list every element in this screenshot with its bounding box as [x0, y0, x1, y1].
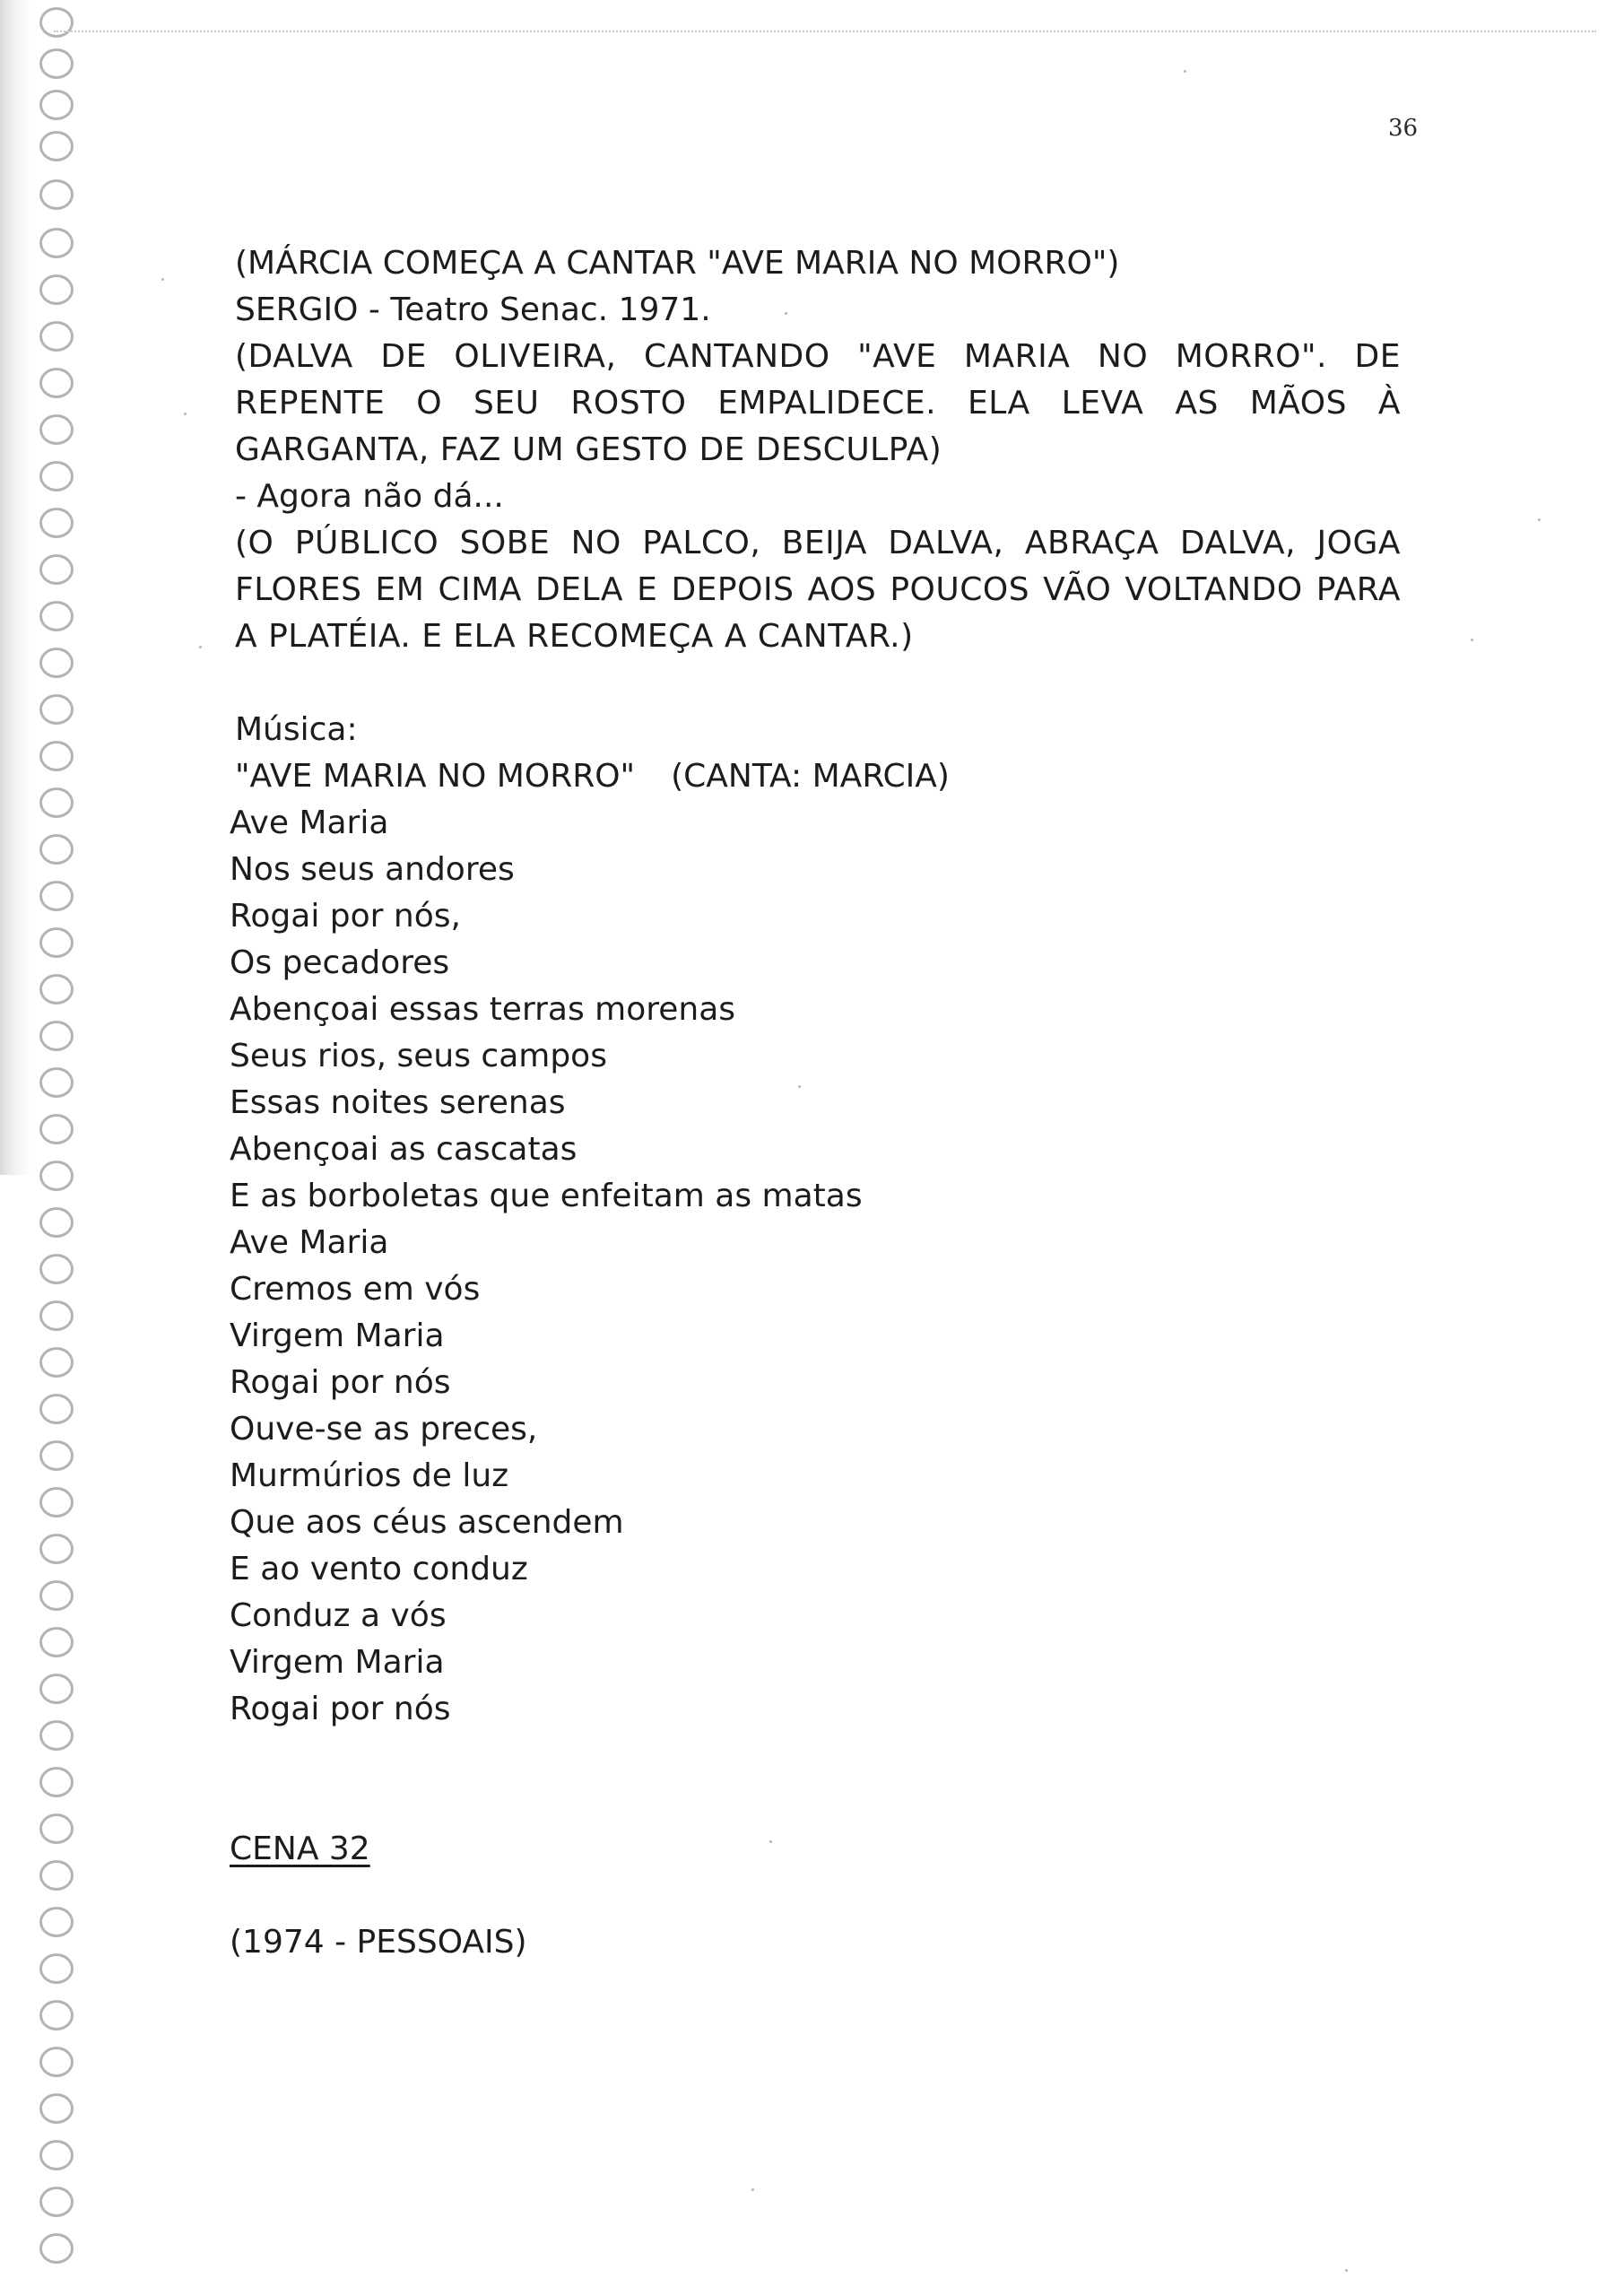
page-number: 36	[1388, 115, 1419, 142]
punch-hole-icon	[39, 368, 74, 398]
punch-hole-icon	[39, 131, 74, 161]
lyric-line: Essas noites serenas	[230, 1084, 566, 1121]
punch-hole-icon	[39, 7, 74, 38]
scan-speck	[1471, 639, 1473, 641]
punch-hole-icon	[39, 974, 74, 1004]
script-body	[230, 240, 1401, 1966]
punch-hole-icon	[39, 2047, 74, 2077]
punch-hole-icon	[39, 1534, 74, 1564]
punch-hole-icon	[39, 927, 74, 958]
punch-hole-icon	[39, 1347, 74, 1378]
punch-hole-icon	[39, 48, 74, 79]
punch-hole-icon	[39, 274, 74, 305]
lyric-line: Murmúrios de luz	[230, 1457, 509, 1494]
stage-direction-dalva: (DALVA DE OLIVEIRA, CANTANDO "AVE MARIA NO MORRO". DE REPENTE O SEU ROSTO EMPALIDECE. ELA LEVA AS MÃOS À GARGANTA, FAZ UM GESTO DE DESCULPA)	[235, 338, 1401, 468]
punch-hole-icon	[39, 90, 74, 120]
punch-hole-icon	[39, 1674, 74, 1704]
stage-direction-credit: SERGIO - Teatro Senac. 1971.	[235, 291, 711, 328]
spacer	[235, 1733, 1401, 1779]
punch-hole-icon	[39, 2233, 74, 2264]
punch-hole-icon	[39, 1580, 74, 1611]
punch-hole-icon	[39, 2187, 74, 2217]
lyric-line: E as borboletas que enfeitam as matas	[230, 1178, 863, 1214]
lyric-line: Cremos em vós	[230, 1271, 481, 1308]
lyric-line: Virgem Maria	[230, 1644, 445, 1681]
punch-hole-icon	[39, 1720, 74, 1751]
punch-hole-icon	[39, 741, 74, 771]
scan-speck	[161, 278, 164, 281]
lyric-line: Os pecadores	[230, 944, 450, 981]
punch-hole-icon	[39, 694, 74, 725]
lyric-line: Ouve-se as preces,	[230, 1411, 538, 1448]
punch-hole-icon	[39, 881, 74, 911]
punch-hole-icon	[39, 2000, 74, 2031]
lyric-line: Nos seus andores	[230, 851, 515, 888]
scan-speck	[751, 2188, 754, 2191]
punch-hole-icon	[39, 1487, 74, 1518]
punch-hole-icon	[39, 1860, 74, 1891]
punch-hole-icon	[39, 834, 74, 865]
punch-hole-icon	[39, 1114, 74, 1144]
punch-hole-icon	[39, 1394, 74, 1424]
scan-speck	[798, 1085, 801, 1088]
punch-hole-icon	[39, 1254, 74, 1284]
punch-hole-icon	[39, 414, 74, 445]
lyric-line: Abençoai essas terras morenas	[230, 991, 736, 1028]
punch-hole-icon	[39, 461, 74, 491]
spacer	[235, 660, 1401, 707]
scan-speck	[1184, 70, 1186, 73]
punch-hole-icon	[39, 648, 74, 678]
scan-speck	[769, 1840, 772, 1843]
lyric-line: Seus rios, seus campos	[230, 1038, 607, 1074]
binding-shadow	[0, 0, 32, 1175]
scan-speck	[1538, 518, 1541, 521]
stage-direction-audience: (O PÚBLICO SOBE NO PALCO, BEIJA DALVA, ABRAÇA DALVA, JOGA FLORES EM CIMA DELA E DEPOIS AOS POUCOS VÃO VOLTANDO PARA A PLATÉIA. E ELA RECOMEÇA A CANTAR.)	[235, 525, 1401, 655]
scene-title: CENA 32	[230, 1831, 370, 1867]
lyric-line: Ave Maria	[230, 1224, 389, 1261]
dialogue-line: - Agora não dá...	[235, 478, 504, 515]
scan-speck	[184, 413, 187, 415]
song-title-line	[235, 753, 1401, 800]
lyric-line: Conduz a vós	[230, 1597, 447, 1634]
spacer	[235, 1779, 1401, 1826]
punch-hole-icon	[39, 2140, 74, 2170]
punch-hole-icon	[39, 787, 74, 818]
punch-hole-icon	[39, 321, 74, 352]
punch-hole-icon	[39, 1161, 74, 1191]
scan-speck	[199, 646, 202, 648]
punch-hole-icon	[39, 1207, 74, 1238]
lyric-line: Ave Maria	[230, 804, 389, 841]
lyric-line: E ao vento conduz	[230, 1551, 528, 1587]
scene-title-row	[230, 1826, 1401, 1873]
punch-hole-icon	[39, 228, 74, 258]
lyrics	[230, 800, 1401, 1733]
lyric-line: Abençoai as cascatas	[230, 1131, 578, 1168]
lyric-line: Rogai por nós	[230, 1691, 451, 1727]
punch-hole-icon	[39, 1953, 74, 1984]
punch-hole-icon	[39, 2093, 74, 2124]
music-heading: Música:	[235, 711, 358, 748]
scan-speck	[1345, 2269, 1348, 2272]
punch-hole-icon	[39, 554, 74, 585]
scan-edge-rule	[54, 30, 1596, 32]
song-title: "AVE MARIA NO MORRO"	[235, 758, 636, 795]
punch-hole-icon	[39, 179, 74, 210]
lyric-line: Virgem Maria	[230, 1318, 445, 1354]
scene-subtitle: (1974 - PESSOAIS)	[230, 1924, 527, 1961]
lyric-line: Rogai por nós,	[230, 898, 461, 935]
punch-hole-icon	[39, 1627, 74, 1657]
punch-hole-icon	[39, 1067, 74, 1098]
spacer	[235, 1873, 1401, 1919]
lyric-line: Rogai por nós	[230, 1364, 451, 1401]
punch-hole-icon	[39, 601, 74, 631]
punch-hole-icon	[39, 1907, 74, 1937]
stage-direction-opening: (MÁRCIA COMEÇA A CANTAR "AVE MARIA NO MORRO")	[235, 245, 1120, 282]
punch-hole-icon	[39, 1021, 74, 1051]
punch-hole-icon	[39, 1440, 74, 1471]
punch-hole-icon	[39, 508, 74, 538]
punch-hole-icon	[39, 1813, 74, 1844]
punch-hole-icon	[39, 1300, 74, 1331]
binding-edge	[0, 0, 99, 2296]
singer-note: (CANTA: MARCIA)	[671, 758, 950, 795]
lyric-line: Que aos céus ascendem	[230, 1504, 624, 1541]
scan-speck	[785, 312, 787, 315]
punch-hole-icon	[39, 1767, 74, 1797]
